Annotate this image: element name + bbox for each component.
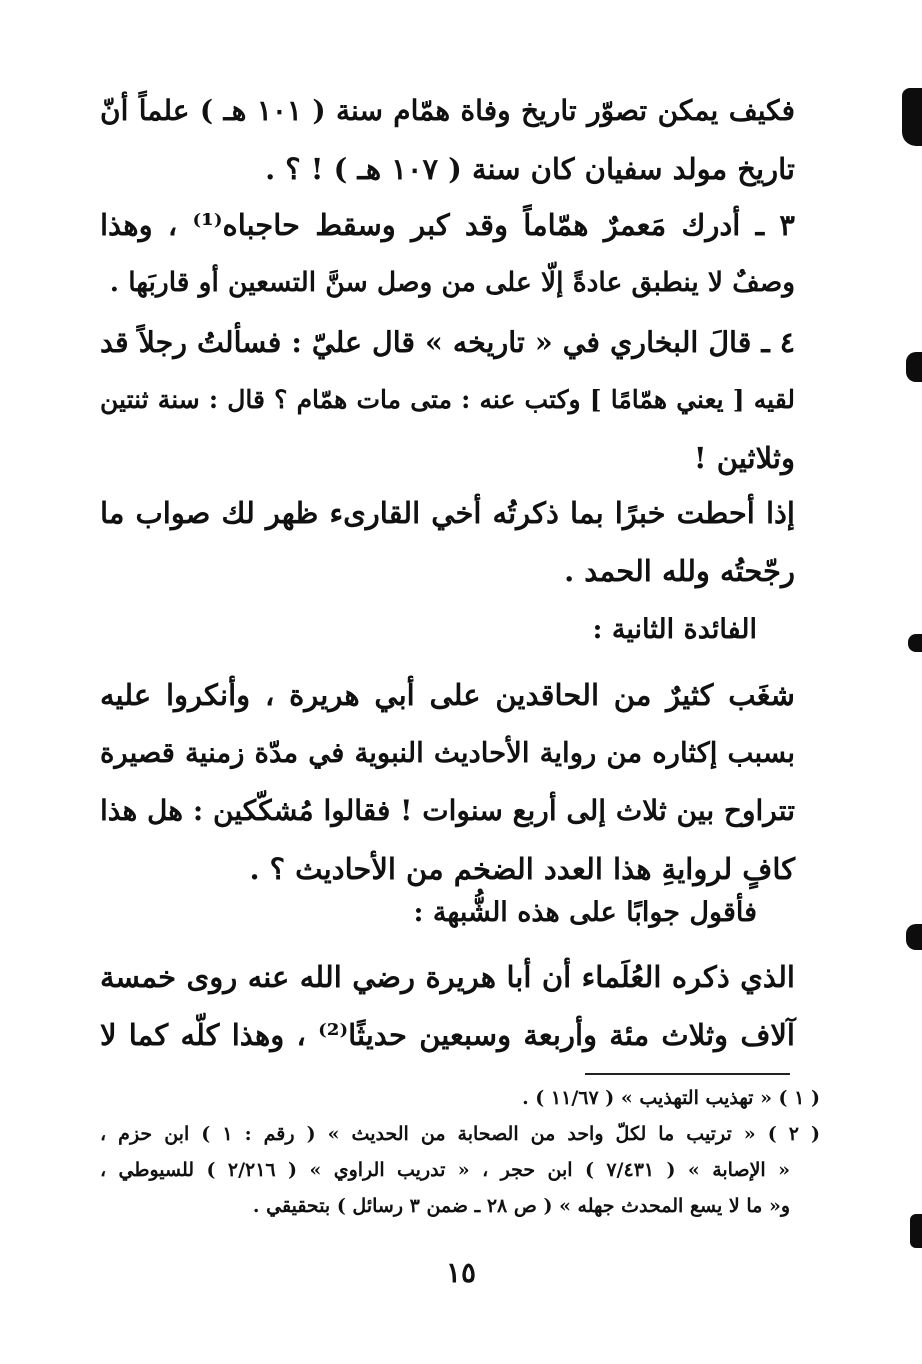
paragraph-hammam-death-date [100,82,795,198]
text-line: فكيف يمكن تصوّر تاريخ وفاة همّام سنة ( ١٠١ هـ ) علماً أنّ [100,94,795,127]
paragraph-conclusion [100,484,795,600]
text-line: بسبب إكثاره من رواية الأحاديث النبوية في مدّة زمنية قصيرة [100,737,795,769]
text-line: وثلاثين ! [693,441,795,475]
text-line: ٣ ـ أدرك مَعمرٌ همّاماً وقد كبر وسقط حاجباه⁽¹⁾ ، وهذا [100,208,795,242]
text-line: لقيه [ يعني همّامًا ] وكتب عنه : متى مات همّام ؟ قال : سنة ثنتين [100,385,795,414]
footnote-2-continued: و« ما لا يسع المحدث جهله » ( ص ٢٨ ـ ضمن ٣ رسائل ) بتحقيقي . [252,1195,790,1217]
footnote-2: ( ٢ ) « ترتيب ما لكلّ واحد من الصحابة من الحديث » ( رقم : ١ ) ابن حزم ، [100,1123,821,1145]
section-heading-answer: فأقول جوابًا على هذه الشُّبهة : [413,897,757,928]
scan-edge-mark [906,924,922,950]
text-line: ٤ ـ قالَ البخاري في « تاريخه » قال عليّ : فسألتُ رجلاً قد [100,325,795,359]
text-line: وصفٌ لا ينطبق عادةً إلّا على من وصل سنَّ التسعين أو قاربَها . [109,267,795,298]
scan-edge-mark [910,1214,922,1248]
scan-edge-mark [906,352,922,382]
text-line: رجّحتُه ولله الحمد . [564,554,795,588]
scan-edge-mark [902,88,922,146]
text-line: تتراوح بين ثلاث إلى أربع سنوات ! فقالوا مُشكّكين : هل هذا [100,794,795,827]
scan-edge-mark [908,634,922,652]
page-number: ١٥ [445,1256,477,1289]
paragraph-critics-abu-hurayra [100,666,795,898]
text-line: آلاف وثلاث مئة وأربعة وسبعين حديثًا⁽²⁾ ، وهذا كلّه كما لا [100,1018,795,1052]
text-line: تاريخ مولد سفيان كان سنة ( ١٠٧ هـ ) ! ؟ . [265,152,795,186]
text-line: شغَب كثيرٌ من الحاقدين على أبي هريرة ، وأنكروا عليه [100,678,795,712]
section-heading-second-benefit: الفائدة الثانية : [592,614,757,645]
footnotes [100,1080,820,1224]
text-line: الذي ذكره العُلَماء أن أبا هريرة رضي الله عنه روى خمسة [100,960,795,994]
paragraph-point-four [100,313,795,487]
footnote-separator [585,1073,790,1075]
footnote-2-continued: « الإصابة » ( ٧/٤٣١ ) ابن حجر ، « تدريب الراوي » ( ٢/٢١٦ ) للسيوطي ، [100,1159,790,1181]
footnote-1: ( ١ ) « تهذيب التهذيب » ( ١١/٦٧ ) . [522,1087,820,1109]
text-line: كافٍ لروايةِ هذا العدد الضخم من الأحاديث ؟ . [249,852,795,886]
paragraph-hadith-count [100,948,795,1064]
text-line: إذا أحطت خبرًا بما ذكرتُه أخي القارىء ظهر لك صواب ما [100,496,795,530]
paragraph-point-three [100,196,795,312]
